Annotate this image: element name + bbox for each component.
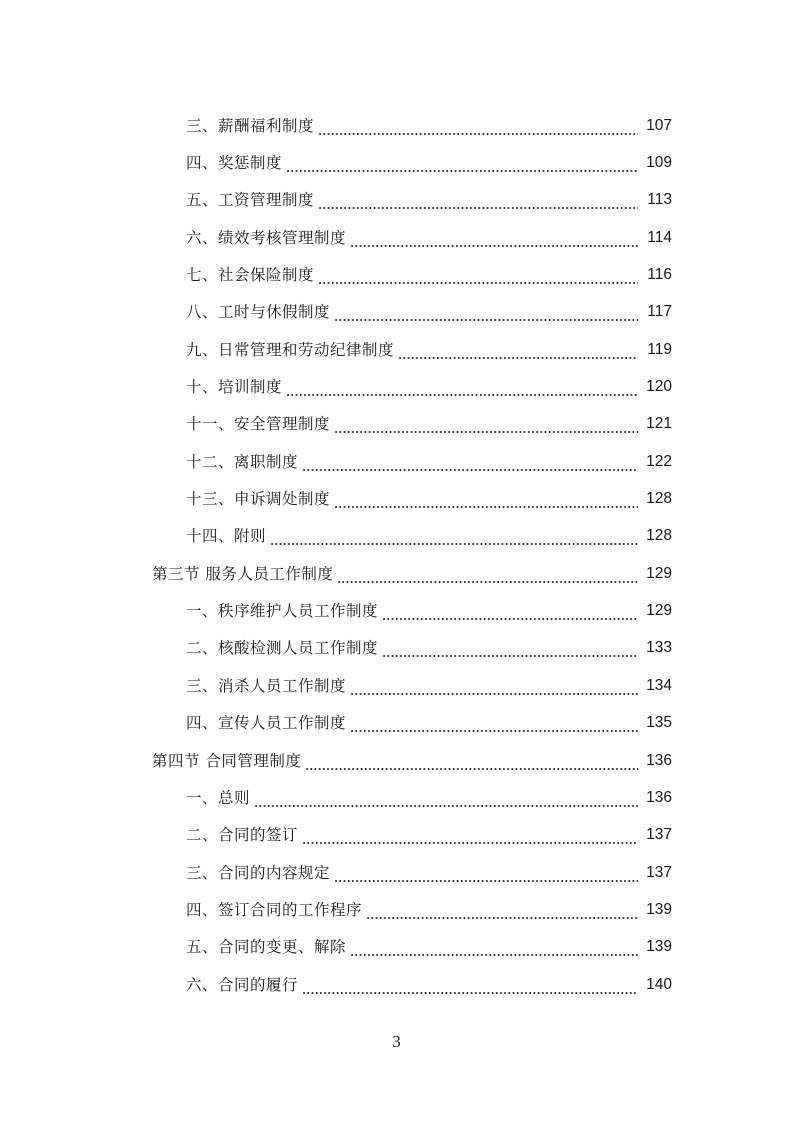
toc-entry-label: 二、核酸检测人员工作制度 bbox=[186, 635, 380, 661]
toc-entry-page: 140 bbox=[646, 975, 672, 993]
toc-entry-label: 三、合同的内容规定 bbox=[186, 860, 332, 886]
toc-entry-page: 129 bbox=[646, 564, 672, 582]
toc-entry-label: 五、工资管理制度 bbox=[186, 187, 316, 213]
toc-section-heading[interactable] bbox=[0, 742, 793, 779]
dot-leader bbox=[286, 150, 638, 176]
toc-entry[interactable] bbox=[0, 705, 793, 742]
toc-entry[interactable] bbox=[0, 891, 793, 928]
dot-leader bbox=[302, 972, 638, 998]
toc-entry-page: 119 bbox=[647, 340, 672, 358]
dot-leader bbox=[254, 785, 638, 811]
toc-entry[interactable] bbox=[0, 182, 793, 219]
toc-entry-label: 十四、附则 bbox=[186, 523, 268, 549]
toc-entry-page: 114 bbox=[647, 228, 672, 246]
toc-entry-label: 四、奖惩制度 bbox=[186, 150, 284, 176]
toc-entry-label: 九、日常管理和劳动纪律制度 bbox=[186, 337, 396, 363]
dot-leader bbox=[302, 822, 638, 848]
dot-leader bbox=[286, 374, 638, 400]
toc-entry-page: 116 bbox=[647, 266, 672, 284]
dot-leader bbox=[382, 598, 638, 624]
toc-entry-label: 十一、安全管理制度 bbox=[186, 411, 332, 437]
toc-entry[interactable] bbox=[0, 779, 793, 816]
toc-entry[interactable] bbox=[0, 406, 793, 443]
toc-entry-label: 六、合同的履行 bbox=[186, 972, 300, 998]
dot-leader bbox=[302, 449, 638, 475]
toc-entry-label: 六、绩效考核管理制度 bbox=[186, 225, 348, 251]
dot-leader bbox=[318, 187, 638, 213]
toc-entry-page: 133 bbox=[646, 639, 672, 657]
table-of-contents bbox=[0, 107, 793, 1003]
page-number: 3 bbox=[392, 1032, 401, 1051]
toc-entry[interactable] bbox=[0, 592, 793, 629]
dot-leader bbox=[350, 673, 638, 699]
toc-entry-page: 128 bbox=[646, 490, 672, 508]
toc-entry[interactable] bbox=[0, 331, 793, 368]
toc-entry-page: 107 bbox=[646, 116, 672, 134]
dot-leader bbox=[270, 523, 638, 549]
toc-entry-page: 135 bbox=[646, 714, 672, 732]
dot-leader bbox=[305, 748, 638, 774]
toc-entry-label: 八、工时与休假制度 bbox=[186, 299, 332, 325]
toc-entry-page: 137 bbox=[646, 863, 672, 881]
toc-entry-page: 128 bbox=[646, 527, 672, 545]
toc-entry-page: 139 bbox=[646, 938, 672, 956]
toc-entry[interactable] bbox=[0, 219, 793, 256]
toc-entry-label: 十三、申诉调处制度 bbox=[186, 486, 332, 512]
toc-entry-label: 三、消杀人员工作制度 bbox=[186, 673, 348, 699]
toc-entry-label: 十、培训制度 bbox=[186, 374, 284, 400]
toc-entry[interactable] bbox=[0, 854, 793, 891]
toc-entry-page: 129 bbox=[646, 602, 672, 620]
toc-entry-page: 109 bbox=[646, 154, 672, 172]
toc-entry-label: 四、宣传人员工作制度 bbox=[186, 710, 348, 736]
toc-entry[interactable] bbox=[0, 817, 793, 854]
dot-leader bbox=[318, 262, 638, 288]
dot-leader bbox=[398, 337, 638, 363]
toc-entry-label: 一、秩序维护人员工作制度 bbox=[186, 598, 380, 624]
dot-leader bbox=[350, 225, 638, 251]
dot-leader bbox=[350, 710, 638, 736]
toc-entry[interactable] bbox=[0, 107, 793, 144]
toc-entry[interactable] bbox=[0, 443, 793, 480]
toc-entry[interactable] bbox=[0, 667, 793, 704]
toc-entry-page: 137 bbox=[646, 826, 672, 844]
toc-entry-page: 117 bbox=[647, 303, 672, 321]
toc-entry-page: 121 bbox=[646, 415, 672, 433]
toc-entry-label: 五、合同的变更、解除 bbox=[186, 934, 348, 960]
toc-entry-label: 四、签订合同的工作程序 bbox=[186, 897, 364, 923]
toc-entry[interactable] bbox=[0, 630, 793, 667]
toc-entry-page: 134 bbox=[646, 676, 672, 694]
toc-entry-page: 139 bbox=[646, 900, 672, 918]
toc-entry[interactable] bbox=[0, 480, 793, 517]
toc-entry-page: 122 bbox=[646, 452, 672, 470]
toc-entry-page: 113 bbox=[647, 191, 672, 209]
toc-entry-page: 136 bbox=[646, 788, 672, 806]
toc-section-heading[interactable] bbox=[0, 555, 793, 592]
dot-leader bbox=[334, 299, 638, 325]
toc-entry[interactable] bbox=[0, 256, 793, 293]
toc-entry-label: 三、薪酬福利制度 bbox=[186, 113, 316, 139]
dot-leader bbox=[366, 897, 638, 923]
toc-entry[interactable] bbox=[0, 144, 793, 181]
toc-entry[interactable] bbox=[0, 966, 793, 1003]
toc-entry-label: 七、社会保险制度 bbox=[186, 262, 316, 288]
dot-leader bbox=[334, 411, 638, 437]
toc-entry-label: 一、总则 bbox=[186, 785, 252, 811]
dot-leader bbox=[334, 486, 638, 512]
toc-entry[interactable] bbox=[0, 929, 793, 966]
dot-leader bbox=[318, 113, 638, 139]
toc-entry[interactable] bbox=[0, 368, 793, 405]
toc-entry-label: 十二、离职制度 bbox=[186, 449, 300, 475]
toc-entry-page: 120 bbox=[646, 378, 672, 396]
dot-leader bbox=[337, 561, 638, 587]
dot-leader bbox=[334, 860, 638, 886]
toc-entry[interactable] bbox=[0, 294, 793, 331]
toc-entry-label: 第四节 合同管理制度 bbox=[152, 748, 303, 774]
toc-entry[interactable] bbox=[0, 518, 793, 555]
dot-leader bbox=[382, 635, 638, 661]
toc-entry-label: 二、合同的签订 bbox=[186, 822, 300, 848]
toc-entry-label: 第三节 服务人员工作制度 bbox=[152, 561, 335, 587]
dot-leader bbox=[350, 934, 638, 960]
toc-entry-page: 136 bbox=[646, 751, 672, 769]
